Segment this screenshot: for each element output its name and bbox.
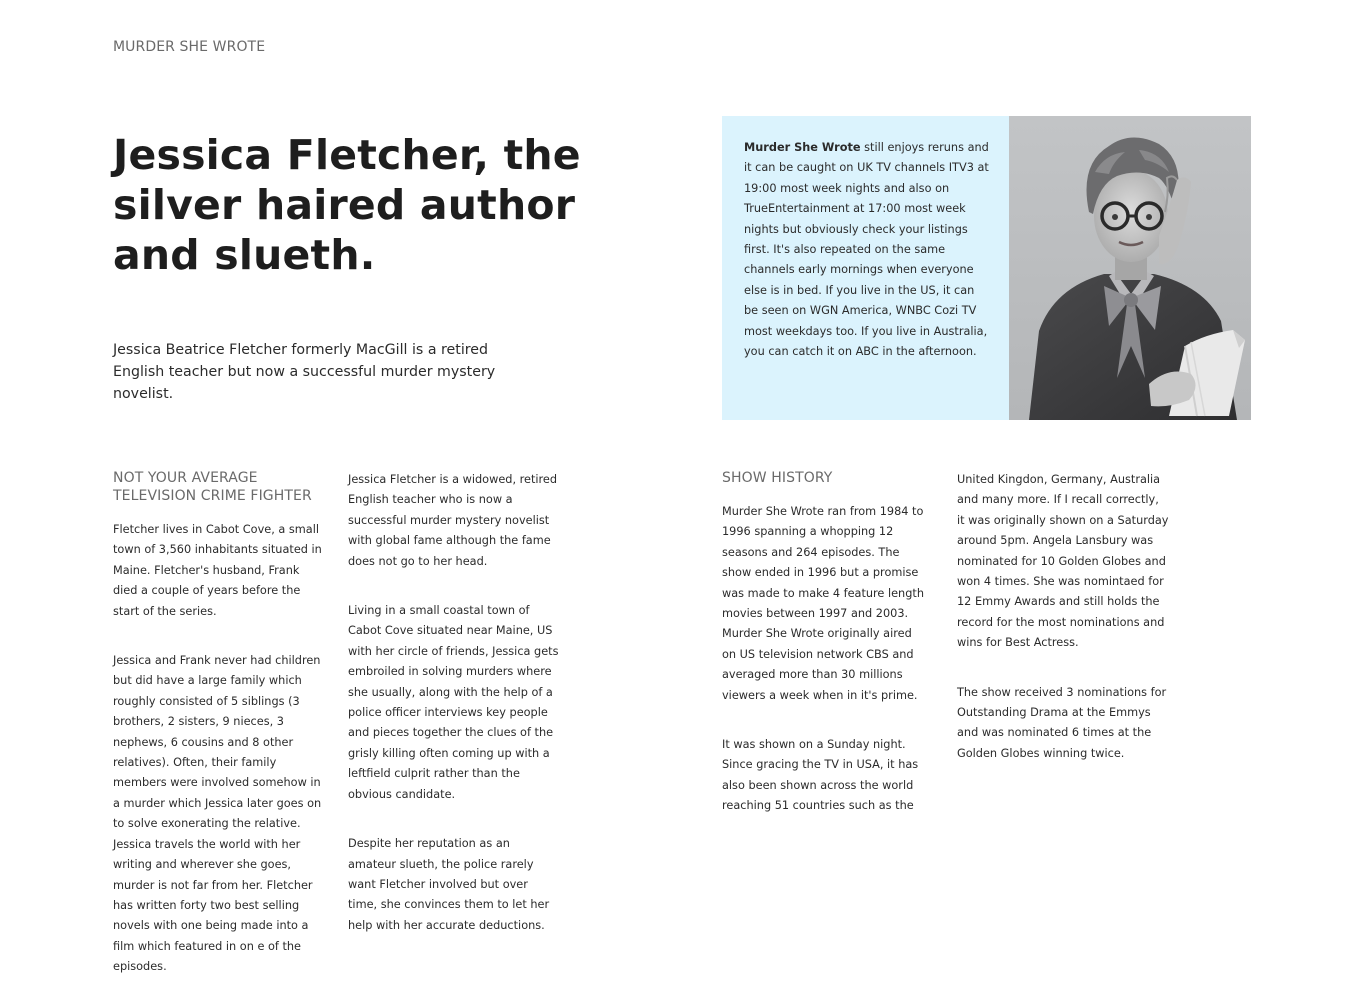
paragraph: Fletcher lives in Cabot Cove, a small town of 3,560 inhabitants situated in Maine. Fletcher's husband, Frank died a couple of years before the start of the series. bbox=[113, 523, 322, 618]
paragraph: It was shown on a Sunday night. Since gracing the TV in USA, it has also been shown across the world reaching 51 countries such as the bbox=[722, 738, 919, 813]
section-kicker: MURDER SHE WROTE bbox=[113, 39, 266, 55]
paragraph: Despite her reputation as an amateur slueth, the police rarely want Fletcher involved but over time, she convinces them to let her help with her accurate deductions. bbox=[348, 837, 550, 932]
lede-paragraph: Jessica Beatrice Fletcher formerly MacGill is a retired English teacher but now a successful murder mystery novelist. bbox=[113, 342, 496, 402]
sidebar-callout bbox=[722, 116, 1009, 420]
section-heading-crime-fighter: NOT YOUR AVERAGE TELEVISION CRIME FIGHTER bbox=[113, 470, 312, 504]
column-crime-fighter-2 bbox=[348, 470, 560, 965]
column-show-history-2 bbox=[957, 470, 1169, 793]
paragraph: Jessica Fletcher is a widowed, retired English teacher who is now a successful murder mystery novelist with global fame although the fame does not go to her head. bbox=[348, 473, 558, 568]
sidebar-text bbox=[744, 138, 989, 362]
page-headline: Jessica Fletcher, the silver haired author and slueth. bbox=[113, 131, 581, 279]
sidebar-bold-lead: Murder She Wrote bbox=[744, 141, 861, 154]
portrait-image bbox=[1009, 116, 1251, 420]
column-show-history-1 bbox=[722, 502, 928, 846]
paragraph: Murder She Wrote ran from 1984 to 1996 spanning a whopping 12 seasons and 264 episodes. The show ended in 1996 but a promise was made to make 4 feature length movies between 1997 and 2003. Murder She Wrote originally aired on US television network CBS and averaged more than 30 millions viewers a week when in it's prime. bbox=[722, 505, 924, 702]
section-heading-show-history: SHOW HISTORY bbox=[722, 470, 833, 486]
paragraph: Jessica and Frank never had children but did have a large family which roughly consisted of 5 siblings (3 brothers, 2 sisters, 9 nieces, 3 nephews, 6 cousins and 8 other relatives). Often, their family members were involved somehow in a murder which Jessica later goes on to solve exonerating the relative. Jessica travels the world with her writing and wherever she goes, murder is not far from her. Fletcher has written forty two best selling novels with one being made into a film which featured in on e of the episodes. bbox=[113, 654, 322, 974]
paragraph: Living in a small coastal town of Cabot Cove situated near Maine, US with her circle of friends, Jessica gets embroiled in solving murders where she usually, along with the help of a police officer interviews key people and pieces together the clues of the grisly killing often coming up with a leftfield culprit rather than the obvious candidate. bbox=[348, 604, 559, 801]
paragraph: United Kingdon, Germany, Australia and many more. If I recall correctly, it was originally shown on a Saturday around 5pm. Angela Lansbury was nominated for 10 Golden Globes and won 4 times. She was nomintaed for 12 Emmy Awards and still holds the record for the most nominations and wins for Best Actress. bbox=[957, 473, 1169, 650]
column-crime-fighter-1 bbox=[113, 520, 323, 1007]
sidebar-body: still enjoys reruns and it can be caught on UK TV channels ITV3 at 19:00 most week nights and also on TrueEntertainment at 17:00 most week nights but obviously check your listings first. It's also repeated on the same channels early mornings when everyone else is in bed. If you live in the US, it can be seen on WGN America, WNBC Cozi TV most weekdays too. If you live in Australia, you can catch it on ABC in the afternoon. bbox=[744, 141, 989, 359]
paragraph: The show received 3 nominations for Outstanding Drama at the Emmys and was nominated 6 times at the Golden Globes winning twice. bbox=[957, 685, 1167, 760]
